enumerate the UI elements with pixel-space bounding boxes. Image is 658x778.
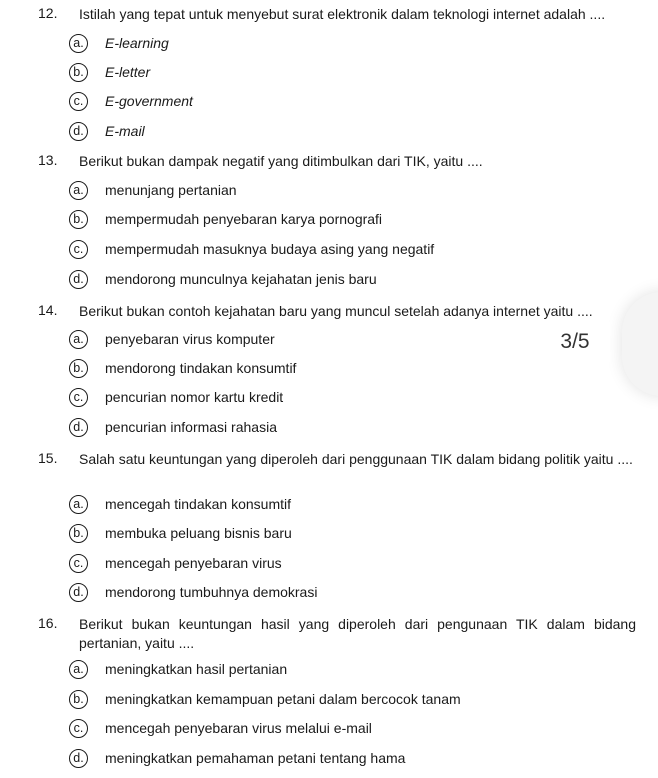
option-text: mendorong munculnya kejahatan jenis baru [105,271,377,287]
question-number: 12. [38,5,58,21]
option-letter-badge: a. [69,495,88,514]
question-text: Salah satu keuntungan yang diperoleh dari penggunaan TIK dalam bidang politik yaitu .... [79,451,633,467]
question-text: Berikut bukan keuntungan hasil yang diperoleh dari pengunaan TIK dalam bidang pertanian, yaitu .... [79,616,636,651]
option-letter-badge: b. [69,524,88,543]
question-text: Berikut bukan contoh kejahatan baru yang muncul setelah adanya internet yaitu .... [79,303,593,319]
option-letter-badge: c. [69,92,88,111]
option-c[interactable] [69,552,282,574]
option-letter-badge: d. [69,583,88,602]
option-text: mempermudah penyebaran karya pornografi [105,211,383,227]
option-c[interactable] [69,386,283,408]
option-text: menunjang pertanian [105,182,237,198]
option-b[interactable] [69,522,292,544]
option-a[interactable] [69,179,237,201]
option-letter-badge: a. [69,34,88,53]
option-c[interactable] [69,238,434,260]
option-a[interactable] [69,32,169,54]
option-text: mencegah penyebaran virus [105,555,282,571]
option-d[interactable] [69,268,377,290]
option-letter-badge: d. [69,418,88,437]
option-text: membuka peluang bisnis baru [105,525,292,541]
option-text: E-letter [105,64,151,80]
option-text: E-government [105,93,193,109]
option-letter-badge: b. [69,210,88,229]
option-letter-badge: b. [69,359,88,378]
option-letter-badge: c. [69,240,88,259]
question-number: 14. [38,302,58,318]
option-text: mendorong tumbuhnya demokrasi [105,584,318,600]
option-c[interactable] [69,90,193,112]
question-number: 13. [38,152,58,168]
option-letter-badge: d. [69,270,88,289]
option-letter-badge: c. [69,719,88,738]
option-c[interactable] [69,717,372,739]
option-text: mendorong tindakan konsumtif [105,360,297,376]
option-letter-badge: b. [69,63,88,82]
option-letter-badge: c. [69,388,88,407]
option-letter-badge: d. [69,122,88,141]
option-d[interactable] [69,581,317,603]
option-text: mencegah tindakan konsumtif [105,496,291,512]
option-d[interactable] [69,747,405,769]
option-text: penyebaran virus komputer [105,331,275,347]
option-b[interactable] [69,688,461,710]
option-letter-badge: d. [69,749,88,768]
option-text: pencurian nomor kartu kredit [105,389,284,405]
option-letter-badge: a. [69,660,88,679]
option-b[interactable] [69,208,382,230]
option-text: pencurian informasi rahasia [105,419,277,435]
option-d[interactable] [69,120,145,142]
option-text: mencegah penyebaran virus melalui e-mail [105,720,372,736]
option-text: meningkatkan kemampuan petani dalam bercocok tanam [105,691,461,707]
option-letter-badge: c. [69,554,88,573]
option-b[interactable] [69,61,150,83]
option-text: E-learning [105,35,169,51]
option-letter-badge: a. [69,330,88,349]
option-text: meningkatkan hasil pertanian [105,661,288,677]
option-letter-badge: b. [69,690,88,709]
option-a[interactable] [69,658,287,680]
option-text: E-mail [105,123,145,139]
option-letter-badge: a. [69,181,88,200]
option-a[interactable] [69,493,291,515]
option-text: mempermudah masuknya budaya asing yang negatif [105,241,435,257]
question-number: 16. [38,615,58,631]
option-b[interactable] [69,357,296,379]
option-a[interactable] [69,328,275,350]
page-indicator: 3/5 [540,322,610,362]
question-text: Berikut bukan dampak negatif yang ditimbulkan dari TIK, yaitu .... [79,153,483,169]
question-number: 15. [38,450,58,466]
question-text: Istilah yang tepat untuk menyebut surat elektronik dalam teknologi internet adalah .... [79,6,606,22]
option-text: meningkatkan pemahaman petani tentang hama [105,750,406,766]
option-d[interactable] [69,416,277,438]
